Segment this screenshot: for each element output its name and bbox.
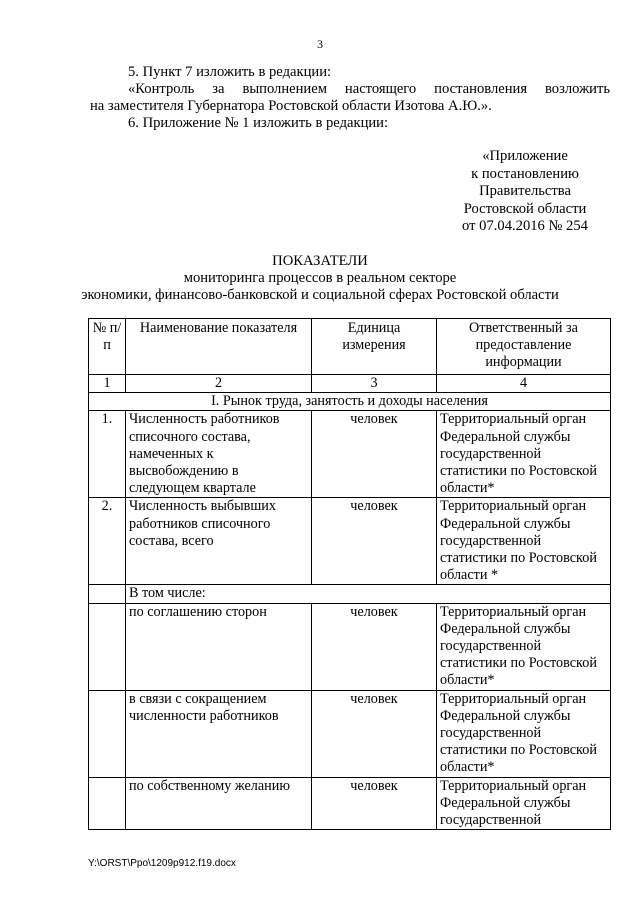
row-responsible: Территориальный орган Федеральной службы государственной статистики по Ростовской области* [437, 603, 611, 690]
row-unit: человек [312, 411, 437, 498]
col-number-1: 1 [89, 375, 126, 393]
row-responsible: Территориальный орган Федеральной службы государственной [437, 777, 611, 830]
table-row [89, 603, 611, 690]
subheading-row [89, 585, 611, 603]
row-indicator-name: Численность выбывших работников списочного состава, всего [126, 498, 312, 585]
title-line-2: мониторинга процессов в реальном секторе [183, 270, 457, 286]
empty-num-cell [89, 777, 126, 830]
row-number: 2. [89, 498, 126, 585]
row-indicator-name: Численность работников списочного состава, намеченных к высвобождению в следующем квартале [126, 411, 312, 498]
appendix-line-3: Правительства [479, 183, 571, 200]
header-num: № п/п [89, 319, 126, 375]
appendix-line-2: к постановлению [471, 165, 579, 182]
table-row [89, 690, 611, 777]
row-unit: человек [312, 690, 437, 777]
footer-file-path: Y:\ORST\Ppo\1209p912.f19.docx [88, 858, 236, 869]
paragraph-6-heading: 6. Приложение № 1 изложить в редакции: [128, 115, 389, 131]
empty-num-cell [89, 585, 126, 603]
paragraph-5-text-line-1: «Контроль за выполнением настоящего постановления возложить [128, 81, 610, 97]
header-name: Наименование показателя [126, 319, 312, 375]
row-indicator-name: по собственному желанию [126, 777, 312, 830]
table-row [89, 498, 611, 585]
paragraph-5-heading: 5. Пункт 7 изложить в редакции: [128, 64, 332, 80]
empty-num-cell [89, 603, 126, 690]
table-row [89, 411, 611, 498]
col-number-2: 2 [126, 375, 312, 393]
row-number: 1. [89, 411, 126, 498]
page-number: 3 [317, 37, 323, 51]
subheading-text: В том числе: [126, 585, 611, 603]
document-title [0, 253, 640, 304]
row-unit: человек [312, 777, 437, 830]
col-number-3: 3 [312, 375, 437, 393]
row-indicator-name: по соглашению сторон [126, 603, 312, 690]
header-responsible: Ответственный за предоставление информации [437, 319, 611, 375]
appendix-caption [430, 148, 620, 236]
indicators-table [88, 318, 611, 830]
row-indicator-name: в связи с сокращением численности работников [126, 690, 312, 777]
section-row [89, 393, 611, 411]
header-unit: Единица измерения [312, 319, 437, 375]
table-header-row [89, 319, 611, 375]
appendix-line-4: Ростовской области [463, 200, 587, 217]
title-line-3: экономики, финансово-банковской и социальной сферах Ростовской области [81, 287, 559, 303]
appendix-line-5: от 07.04.2016 № 254 [462, 218, 588, 235]
appendix-line-1: «Приложение [482, 148, 568, 164]
paragraph-5-text-line-2: на заместителя Губернатора Ростовской области Изотова А.Ю.». [90, 98, 492, 114]
row-responsible: Территориальный орган Федеральной службы государственной статистики по Ростовской области* [437, 411, 611, 498]
row-unit: человек [312, 603, 437, 690]
empty-num-cell [89, 690, 126, 777]
col-number-4: 4 [437, 375, 611, 393]
row-responsible: Территориальный орган Федеральной службы государственной статистики по Ростовской области* [437, 690, 611, 777]
title-heading: ПОКАЗАТЕЛИ [272, 253, 368, 269]
table-row [89, 777, 611, 830]
row-unit: человек [312, 498, 437, 585]
column-numbers-row [89, 375, 611, 393]
section-title: I. Рынок труда, занятость и доходы населения [89, 393, 611, 411]
row-responsible: Территориальный орган Федеральной службы государственной статистики по Ростовской области * [437, 498, 611, 585]
